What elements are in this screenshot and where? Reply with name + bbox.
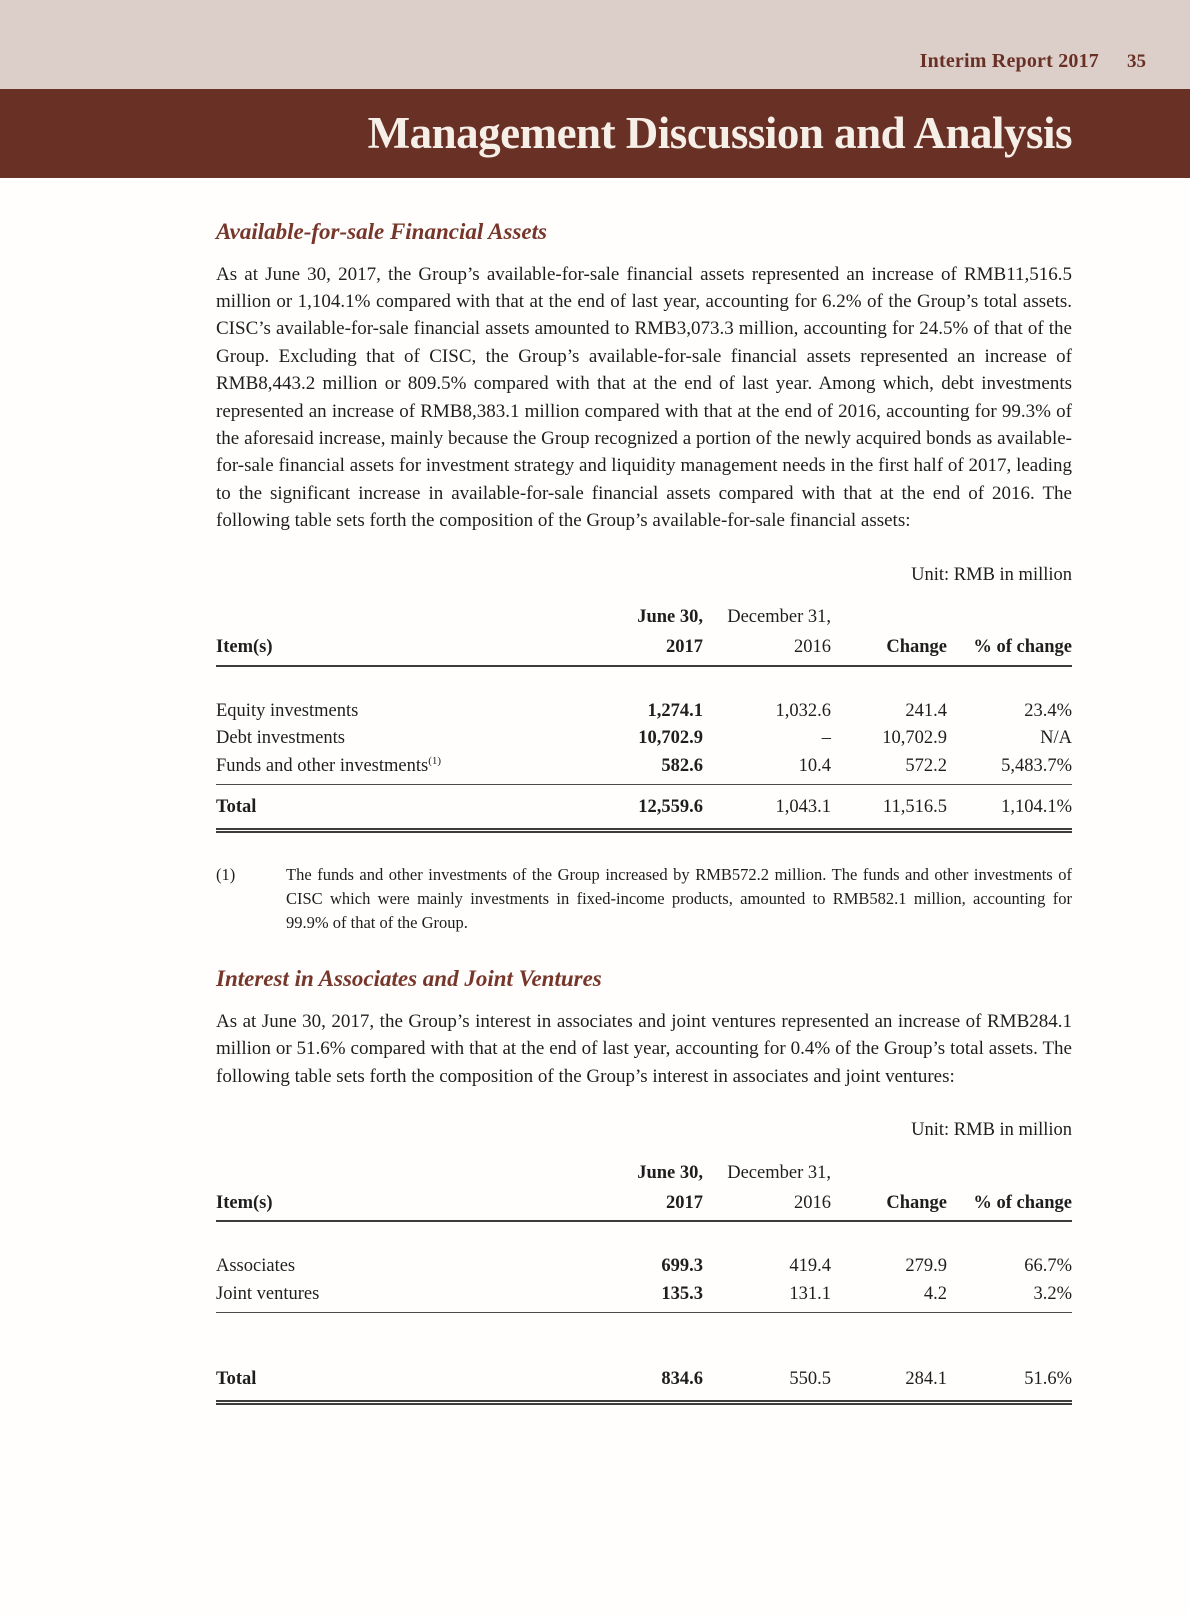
chapter-banner [0, 89, 1190, 178]
footnote-text: The funds and other investments of the Group increased by RMB572.2 million. The funds and other investments of CISC which were mainly investments in fixed-income products, amounted to RMB582.1 million, accounting for 99.9% of that of the Group. [286, 865, 1072, 933]
cell-change: 4.2 [831, 1280, 947, 1312]
section1-heading: Available-for-sale Financial Assets [216, 219, 547, 244]
cell-2016: 1,043.1 [703, 785, 831, 831]
cell-2016: – [821, 728, 831, 749]
table-row [216, 1280, 1072, 1312]
page-number: 35 [1127, 51, 1146, 72]
header-cell-empty [216, 604, 591, 632]
header-2017: 2017 [591, 632, 703, 666]
cell-change: 572.2 [831, 753, 947, 785]
table-header-row [216, 632, 1072, 666]
cell-change: 10,702.9 [882, 728, 947, 749]
header-pct-change: % of change [947, 632, 1072, 666]
spacer-row [216, 1312, 1072, 1357]
cell-2017: 699.3 [661, 1256, 703, 1277]
header-cell-empty [947, 604, 1072, 632]
header-change: Change [831, 1187, 947, 1221]
table-header-row [216, 1187, 1072, 1221]
cell-pct: 23.4% [1024, 700, 1072, 721]
row-label: Equity investments [216, 700, 359, 721]
header-june30: June 30, [637, 1162, 703, 1183]
header-change: Change [831, 632, 947, 666]
header-cell-empty [947, 1159, 1072, 1187]
header-dec31: December 31, [727, 607, 831, 628]
cell-pct: 3.2% [947, 1280, 1072, 1312]
section1-unit-label: Unit: RMB in million [911, 564, 1072, 585]
cell-2016: 1,032.6 [775, 700, 831, 721]
cell-change: 11,516.5 [831, 785, 947, 831]
total-label: Total [216, 1357, 591, 1403]
section2-heading: Interest in Associates and Joint Ventures [216, 966, 602, 992]
header-cell-empty [831, 604, 947, 632]
cell-pct: N/A [1040, 728, 1072, 749]
cell-2017: 135.3 [591, 1280, 703, 1312]
page-header-band [0, 0, 1190, 89]
header-2017: 2017 [591, 1187, 703, 1221]
spacer-row [216, 1221, 1072, 1253]
cell-2016: 419.4 [789, 1256, 831, 1277]
row-label: Funds and other investments$^{(1)}$ [216, 753, 591, 785]
row-label: Associates [216, 1256, 296, 1277]
cell-2016: 131.1 [703, 1280, 831, 1312]
total-label: Total [216, 785, 591, 831]
section2-unit-label: Unit: RMB in million [911, 1119, 1072, 1140]
cell-2017: 12,559.6 [591, 785, 703, 831]
header-items: Item(s) [216, 1187, 591, 1221]
cell-pct: 66.7% [1024, 1256, 1072, 1277]
footnote-ref: (1) [428, 754, 442, 767]
table-row [216, 1253, 1072, 1281]
table-total-row [216, 785, 1072, 831]
associates-table [216, 1159, 1072, 1405]
cell-change: 241.4 [905, 700, 947, 721]
header-cell-empty [831, 1159, 947, 1187]
table-row [216, 698, 1072, 726]
report-title: Interim Report 2017 [919, 50, 1099, 72]
table-row [216, 753, 1072, 785]
row-label: Joint ventures [216, 1280, 591, 1312]
cell-2017: 582.6 [591, 753, 703, 785]
section1-paragraph: As at June 30, 2017, the Group’s available-for-sale financial assets represented an increase of RMB11,516.5 million or 1,104.1% compared with that at the end of last year, accounting for 6.2% of the Group’s total assets. CISC’s available-for-sale financial assets amounted to RMB3,073.3 million, accounting for 24.5% of that of the Group. Excluding that of CISC, the Group’s available-for-sale financial assets represented an increase of RMB8,443.2 million or 809.5% compared with that at the end of last year. Among which, debt investments represented an increase of RMB8,383.1 million compared with that at the end of 2016, accounting for 99.3% of the aforesaid increase, mainly because the Group recognized a portion of the newly acquired bonds as available-for-sale financial assets for investment strategy and liquidity management needs in the first half of 2017, leading to the significant increase in available-for-sale financial assets compared with that at the end of 2016. The following table sets forth the composition of the Group’s available-for-sale financial assets: [216, 263, 1072, 532]
cell-2016: 550.5 [703, 1357, 831, 1403]
cell-pct: 1,104.1% [947, 785, 1072, 831]
cell-change: 284.1 [831, 1357, 947, 1403]
table-header-row [216, 1159, 1072, 1187]
header-pct-change: % of change [947, 1187, 1072, 1221]
spacer-row [216, 666, 1072, 698]
cell-2017: 10,702.9 [638, 728, 703, 749]
footnote-marker: (1) [216, 865, 236, 885]
table-total-row [216, 1357, 1072, 1403]
cell-change: 279.9 [905, 1256, 947, 1277]
cell-2017: 1,274.1 [647, 700, 703, 721]
header-cell-empty [216, 1159, 591, 1187]
afs-table [216, 604, 1072, 834]
header-dec31: December 31, [727, 1162, 831, 1183]
cell-pct: 5,483.7% [947, 753, 1072, 785]
page-content [0, 178, 1190, 1405]
chapter-title: Management Discussion and Analysis [367, 108, 1072, 158]
header-2016: 2016 [703, 632, 831, 666]
header-june30: June 30, [637, 607, 703, 628]
row-label: Debt investments [216, 728, 345, 749]
header-items: Item(s) [216, 632, 591, 666]
cell-2016: 10.4 [703, 753, 831, 785]
header-2016: 2016 [703, 1187, 831, 1221]
footnote [216, 863, 1072, 935]
section2-paragraph: As at June 30, 2017, the Group’s interest in associates and joint ventures represented an increase of RMB284.1 million or 51.6% compared with that at the end of last year, accounting for 0.4% of the Group’s total assets. The following table sets forth the composition of the Group’s interest in associates and joint ventures: [216, 1010, 1072, 1087]
table-row [216, 725, 1072, 753]
cell-pct: 51.6% [947, 1357, 1072, 1403]
table-header-row [216, 604, 1072, 632]
cell-2017: 834.6 [591, 1357, 703, 1403]
